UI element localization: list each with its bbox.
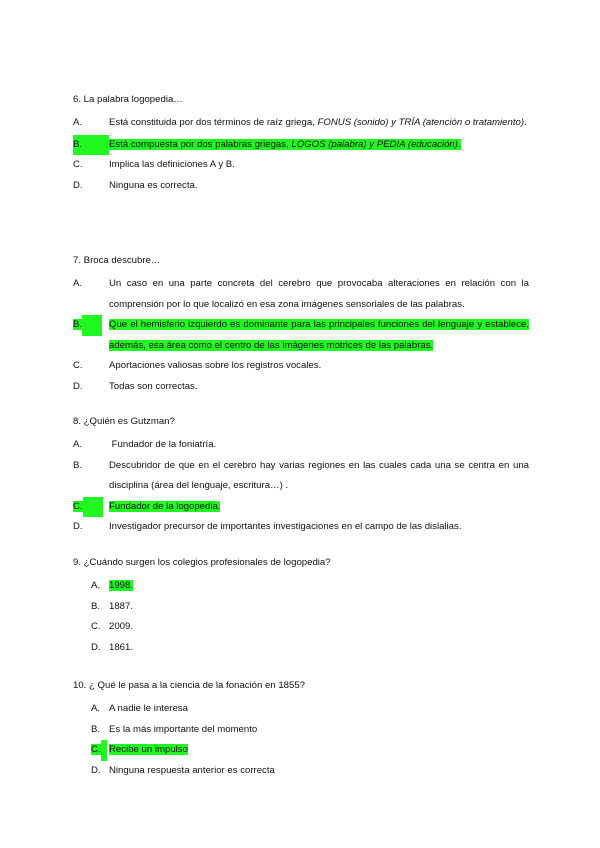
- question-title: 10. ¿ Qué le pasa a la ciencia de la fonación en 1855?: [73, 680, 306, 691]
- option-text: 1887.: [109, 600, 134, 612]
- option-text: Es la más importante del momento: [109, 723, 258, 735]
- option-letter: B.: [91, 600, 101, 612]
- option-letter: C.: [73, 497, 109, 518]
- option-letter: D.: [73, 179, 83, 191]
- option-text: Ninguna respuesta anterior es correcta: [109, 764, 275, 776]
- question-title: 9. ¿Cuándo surgen los colegios profesionales de logopedia?: [73, 557, 331, 568]
- option-a: [73, 435, 529, 456]
- option-letter: B.: [73, 135, 109, 156]
- option-a: [73, 576, 529, 597]
- option-c: [73, 155, 529, 176]
- option-letter: A.: [73, 439, 83, 450]
- option-d: [73, 176, 529, 197]
- option-text: Fundador de la foniatría.: [109, 439, 217, 450]
- option-letter: D.: [91, 764, 101, 776]
- option-letter: A.: [91, 703, 101, 714]
- option-b: [73, 135, 529, 156]
- option-letter: A.: [73, 278, 83, 289]
- question-10: [73, 679, 529, 781]
- question-title: 6. La palabra logopedia…: [73, 94, 183, 105]
- option-text: Un caso en una parte concreta del cerebro que provocaba alteraciones en relación con la comprensión por lo que localizó en esa zona imágenes sensoriales de las palabras.: [109, 278, 529, 310]
- option-c: [73, 356, 529, 377]
- option-a: [73, 274, 529, 315]
- option-text: Implica las definiciones A y B.: [109, 159, 235, 170]
- option-text: Descubridor de que en el cerebro hay varias regiones en las cuales cada una se centra en una disciplina (área del lenguaje, escritura…) .: [109, 459, 529, 491]
- option-c: [73, 740, 529, 761]
- option-letter: C.: [73, 360, 83, 371]
- option-text: 1998.: [109, 580, 134, 591]
- question-9: [73, 556, 529, 658]
- option-letter: D.: [73, 521, 83, 532]
- option-d: [73, 517, 529, 538]
- option-text: Aportaciones valiosas sobre los registros vocales.: [109, 360, 322, 371]
- option-text: A nadie le interesa: [109, 703, 188, 714]
- option-letter: C.: [91, 740, 109, 761]
- option-text: Está compuesta por dos palabras griegas, LOGOS (palabra) y PEDIA (educación).: [109, 138, 461, 150]
- option-text: 2009.: [109, 621, 134, 632]
- option-text: Investigador precursor de importantes investigaciones en el campo de las dislalias.: [109, 521, 462, 532]
- option-letter: A.: [73, 117, 83, 128]
- option-text: Todas son correctas.: [109, 380, 198, 392]
- option-d: [73, 377, 529, 398]
- option-b: [73, 597, 529, 618]
- option-b: [73, 315, 529, 356]
- option-text: Fundador de la logopedia.: [109, 500, 221, 512]
- option-b: [73, 456, 529, 497]
- option-c: [73, 617, 529, 638]
- option-text: Ninguna es correcta.: [109, 179, 198, 191]
- option-text: Que el hemisferio izquierdo es dominante para las principales funciones del lenguaje y establece, además, esa área como el centro de las imágenes motrices de las palabras.: [109, 319, 529, 351]
- option-a: [73, 699, 529, 720]
- question-title: 7. Broca descubre…: [73, 255, 161, 266]
- option-d: [73, 638, 529, 659]
- option-letter: B.: [73, 315, 109, 356]
- option-letter: C.: [73, 159, 83, 170]
- option-letter: A.: [91, 580, 101, 591]
- option-letter: D.: [91, 641, 101, 653]
- option-text: 1861.: [109, 641, 134, 653]
- option-text: Recibe un impulso: [109, 744, 188, 755]
- question-title: 8. ¿Quién es Gutzman?: [73, 416, 175, 427]
- option-letter: B.: [91, 723, 101, 735]
- option-d: [73, 761, 529, 782]
- option-letter: D.: [73, 380, 83, 392]
- option-a: [73, 113, 529, 134]
- option-letter: B.: [73, 459, 83, 471]
- option-letter: C.: [91, 621, 101, 632]
- option-text: Está constituida por dos términos de raíz griega, FONUS (sonido) y TRÍA (atención o tratamiento).: [109, 117, 527, 128]
- option-b: [73, 720, 529, 741]
- option-c: [73, 497, 529, 518]
- question-7: [73, 254, 529, 397]
- question-8: [73, 415, 529, 538]
- question-6: [73, 93, 529, 196]
